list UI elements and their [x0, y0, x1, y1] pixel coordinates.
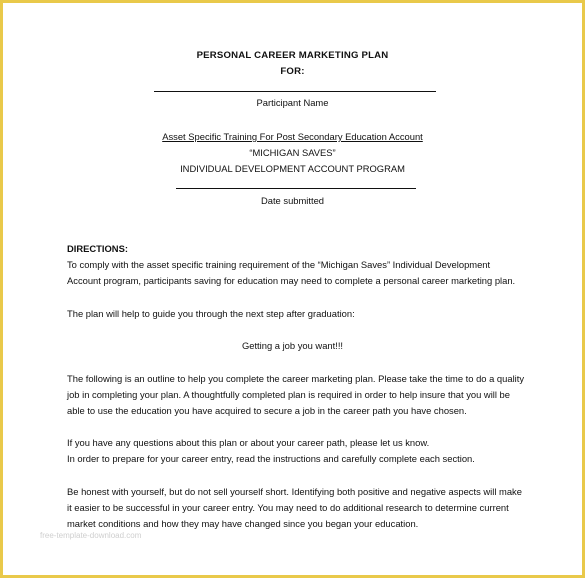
paragraph-line: it easier to be successful in your career entry. You may need to do additional research to determine current: [67, 502, 509, 513]
account-line: Asset Specific Training For Post Secondary Education Account: [162, 131, 423, 142]
document-title: PERSONAL CAREER MARKETING PLAN: [196, 50, 389, 61]
directions-heading: DIRECTIONS:: [67, 243, 128, 254]
paragraph-line: To comply with the asset specific training requirement of the “Michigan Saves” Individual Development: [67, 259, 491, 270]
date-submitted-label: Date submitted: [260, 195, 325, 206]
paragraph-line: If you have any questions about this plan or about your career path, please let us know.: [67, 437, 430, 448]
for-label: FOR:: [280, 66, 305, 77]
paragraph-line: The plan will help to guide you through the next step after graduation:: [67, 308, 355, 319]
paragraph-line: Account program, participants saving for education may need to complete a personal career marketing plan.: [67, 275, 516, 286]
date-line: [176, 188, 416, 189]
paragraph-line: The following is an outline to help you complete the career marketing plan. Please take the time to do a quality: [67, 373, 525, 384]
paragraph-line: job in completing your plan. A thoughtfully completed plan is required in order to help insure that you will be: [67, 389, 510, 400]
paragraph-line: market conditions and how they may have changed since you began your education.: [67, 518, 419, 529]
program-subtitle: INDIVIDUAL DEVELOPMENT ACCOUNT PROGRAM: [180, 163, 405, 174]
emphasis-line: Getting a job you want!!!: [241, 340, 344, 351]
program-name: “MICHIGAN SAVES”: [249, 147, 336, 158]
paragraph-line: Be honest with yourself, but do not sell yourself short. Identifying both positive and negative aspects will make: [67, 486, 522, 497]
paragraph-line: able to use the education you have acquired to secure a job in the career path you have chosen.: [67, 405, 467, 416]
participant-name-label: Participant Name: [256, 97, 329, 108]
watermark: free-template-download.com: [40, 531, 142, 540]
participant-name-line: [154, 91, 436, 92]
paragraph-line: In order to prepare for your career entry, read the instructions and carefully complete each section.: [67, 453, 475, 464]
